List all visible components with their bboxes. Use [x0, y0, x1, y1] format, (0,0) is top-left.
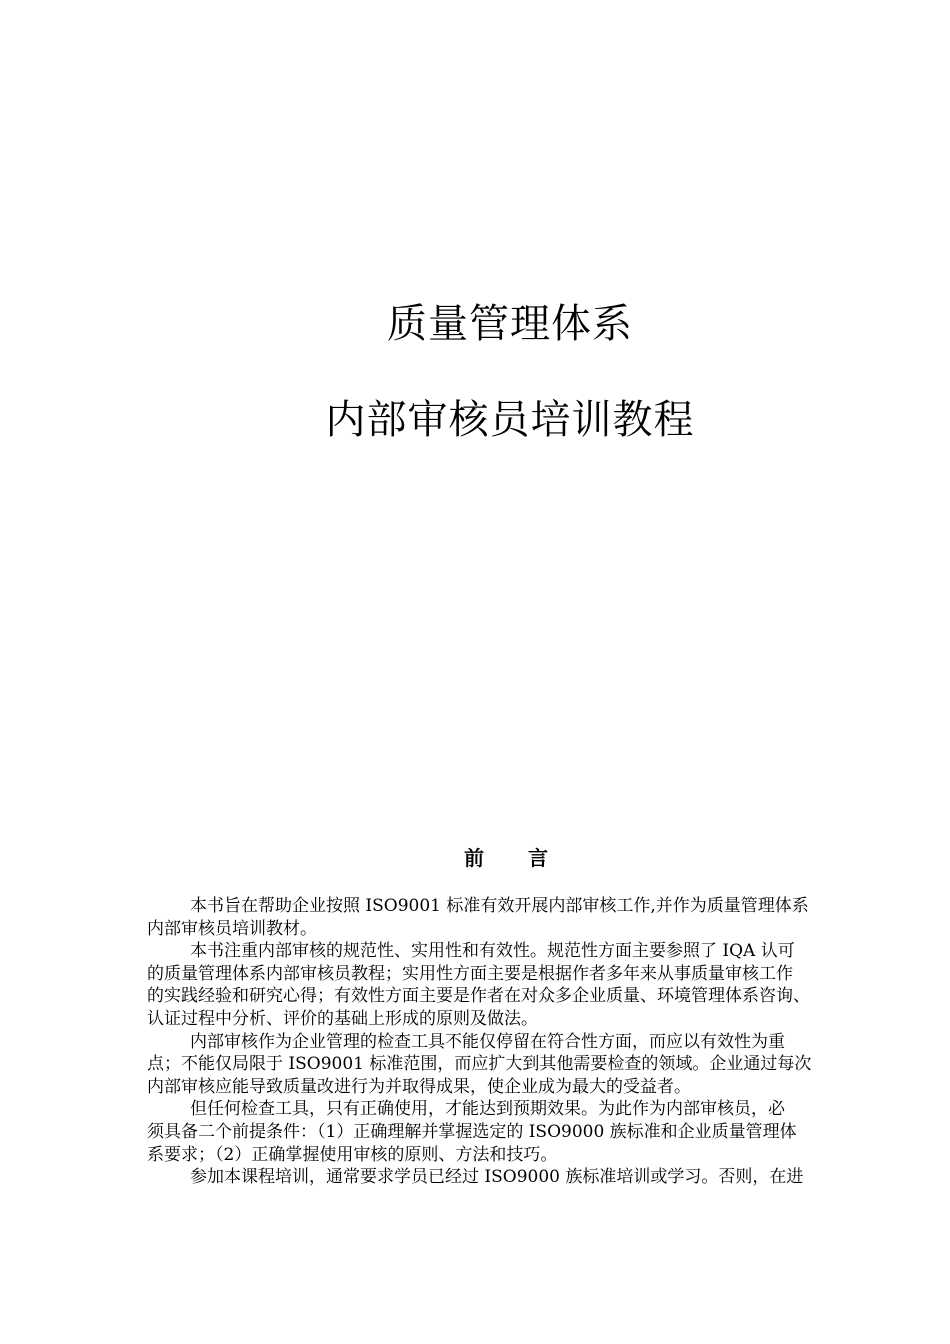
preface-paragraph-3 [147, 1031, 877, 1099]
paragraph-line: 的质量管理体系内部审核员教程；实用性方面主要是根据作者多年来从事质量审核工作 [147, 963, 793, 984]
preface-paragraph-2 [147, 940, 877, 1030]
title-line-2: 内部审核员培训教程 [325, 397, 695, 443]
preface-heading-char-1: 前 [464, 846, 492, 870]
paragraph-line: 本书注重内部审核的规范性、实用性和有效性。规范性方面主要参照了 IQA 认可 [190, 941, 795, 962]
paragraph-line: 内部审核员培训教材。 [147, 918, 317, 939]
paragraph-line: 内部审核应能导致质量改进行为并取得成果，使企业成为最大的受益者。 [147, 1076, 691, 1097]
preface-body [147, 895, 877, 1189]
paragraph-line: 参加本课程培训，通常要求学员已经过 ISO9000 族标准培训或学习。否则，在进 [190, 1167, 804, 1188]
title-line-1: 质量管理体系 [387, 301, 633, 347]
paragraph-line: 本书旨在帮助企业按照 ISO9001 标准有效开展内部审核工作,并作为质量管理体系 [190, 896, 809, 916]
preface-paragraph-5 [147, 1166, 877, 1189]
paragraph-line: 认证过程中分析、评价的基础上形成的原则及做法。 [147, 1008, 538, 1029]
paragraph-line: 系要求；（2）正确掌握使用审核的原则、方法和技巧。 [147, 1144, 558, 1165]
paragraph-line: 内部审核作为企业管理的检查工具不能仅停留在符合性方面，而应以有效性为重 [190, 1031, 785, 1052]
title-block [0, 296, 950, 448]
preface-paragraph-4 [147, 1098, 877, 1166]
paragraph-line: 点；不能仅局限于 ISO9001 标准范围，而应扩大到其他需要检查的领域。企业通过每次 [147, 1054, 812, 1075]
preface-heading [0, 844, 950, 872]
preface-heading-char-2: 言 [528, 846, 556, 870]
paragraph-line: 须具备二个前提条件：（1）正确理解并掌握选定的 ISO9000 族标准和企业质量管理体 [147, 1121, 797, 1142]
paragraph-line: 但任何检查工具，只有正确使用，才能达到预期效果。为此作为内部审核员，必 [190, 1099, 785, 1120]
preface-paragraph-1 [147, 895, 877, 940]
paragraph-line: 的实践经验和研究心得；有效性方面主要是作者在对众多企业质量、环境管理体系咨询、 [147, 986, 810, 1007]
